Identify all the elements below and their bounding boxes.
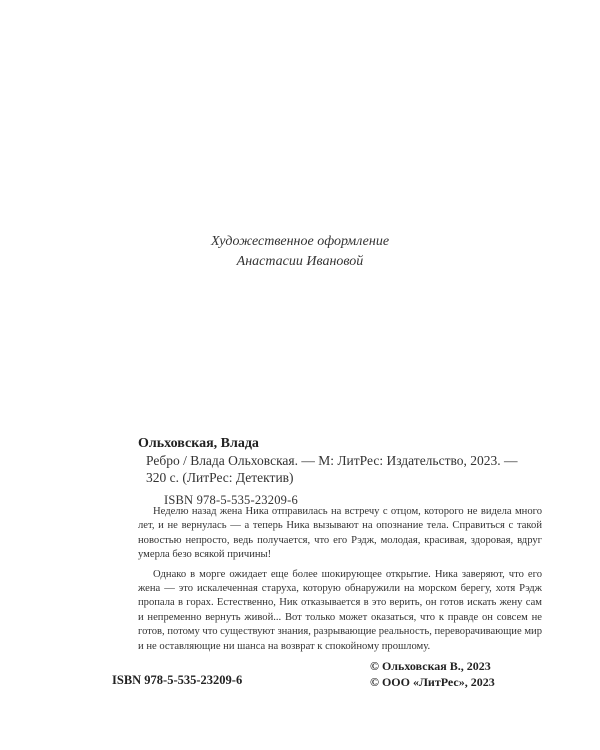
catalog-record — [138, 436, 538, 508]
design-credit-line-1: Художественное оформление — [210, 234, 390, 249]
catalog-author: Ольховская, Влада — [138, 436, 259, 451]
annotation-paragraph: Однако в морге ожидает еще более шокирующее открытие. Ника заверяют, что его жена — это искалеченная старуха, которую обнаружили на морском берегу, хотя Рэдж пропала в горах. Естественно, Ник отказывается в это верить, он готов искать жену сам и непременно вернуть живой... Вот только может оказаться, что к правде он совсем не готов, потому что существуют знания, разрывающие реальность, переворачивающие мир и не оставляющие ни шанса на возврат к спокойному прошлому. — [138, 568, 542, 652]
catalog-description: Ребро / Влада Ольховская. — М: ЛитРес: Издательство, 2023. — 320 с. (ЛитРес: Детектив) — [146, 453, 518, 485]
copyright-publisher: © ООО «ЛитРес», 2023 — [370, 675, 495, 689]
design-credit-line-2: Анастасии Ивановой — [236, 254, 364, 269]
design-credit — [0, 232, 600, 272]
copyright-block — [370, 658, 495, 690]
annotation-paragraph: Неделю назад жена Ника отправилась на встречу с отцом, которого не видела много лет, и не вернулась — а теперь Ника вызывают на опознание тела. Справиться с такой новостью непросто, ведь получается, что его Рэдж, молодая, красивая, здоровая, вдруг умерла безо всякой причины! — [138, 506, 542, 561]
book-annotation — [138, 505, 542, 654]
catalog-isbn: ISBN 978-5-535-23209-6 — [164, 493, 298, 507]
footer-isbn: ISBN 978-5-535-23209-6 — [112, 673, 243, 687]
copyright-author: © Ольховская В., 2023 — [370, 659, 491, 673]
